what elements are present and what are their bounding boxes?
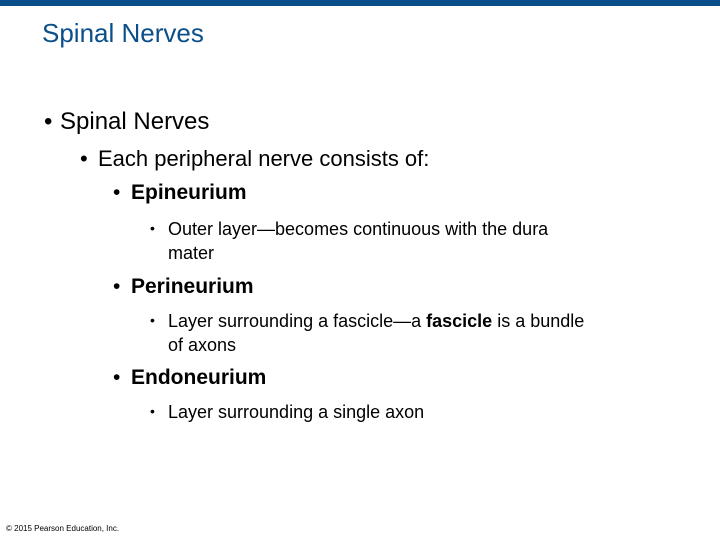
perineurium-detail bbox=[150, 308, 584, 357]
bullet-level2-text: Each peripheral nerve consists of: bbox=[98, 146, 430, 171]
bullet-dot: • bbox=[150, 220, 155, 236]
bullet-dot: • bbox=[150, 312, 155, 328]
epineurium-label: Epineurium bbox=[131, 181, 247, 204]
header-accent-bar bbox=[0, 0, 720, 6]
perineurium-detail-line1 bbox=[150, 308, 584, 333]
endoneurium-detail-line1 bbox=[150, 399, 424, 424]
epineurium-detail-text: Outer layer—becomes continuous with the dura bbox=[168, 219, 549, 239]
bullet-epineurium bbox=[113, 181, 247, 205]
endoneurium-label: Endoneurium bbox=[131, 366, 267, 389]
perineurium-detail-text-start: Layer surrounding a fascicle—a bbox=[168, 311, 427, 331]
perineurium-detail-text-end: is a bundle bbox=[492, 311, 585, 331]
bullet-dot: • bbox=[150, 403, 155, 419]
bullet-perineurium bbox=[113, 275, 254, 299]
bullet-level1 bbox=[44, 108, 209, 136]
bullet-dot: • bbox=[44, 108, 53, 135]
bullet-level1-text: Spinal Nerves bbox=[60, 108, 210, 135]
bullet-dot: • bbox=[113, 275, 121, 298]
epineurium-detail-line1 bbox=[150, 216, 548, 241]
epineurium-detail-line2: mater bbox=[168, 243, 215, 263]
bullet-dot: • bbox=[113, 181, 121, 204]
copyright-footer: © 2015 Pearson Education, Inc. bbox=[6, 524, 120, 533]
epineurium-detail bbox=[150, 216, 548, 265]
bullet-level2 bbox=[80, 146, 429, 172]
endoneurium-detail bbox=[150, 399, 424, 424]
perineurium-detail-line2: of axons bbox=[168, 335, 237, 355]
bullet-dot: • bbox=[80, 146, 88, 171]
fascicle-term: fascicle bbox=[426, 311, 493, 331]
bullet-endoneurium bbox=[113, 366, 266, 390]
slide-title: Spinal Nerves bbox=[42, 18, 204, 48]
bullet-dot: • bbox=[113, 366, 121, 389]
perineurium-label: Perineurium bbox=[131, 275, 254, 298]
endoneurium-detail-text: Layer surrounding a single axon bbox=[168, 402, 425, 422]
